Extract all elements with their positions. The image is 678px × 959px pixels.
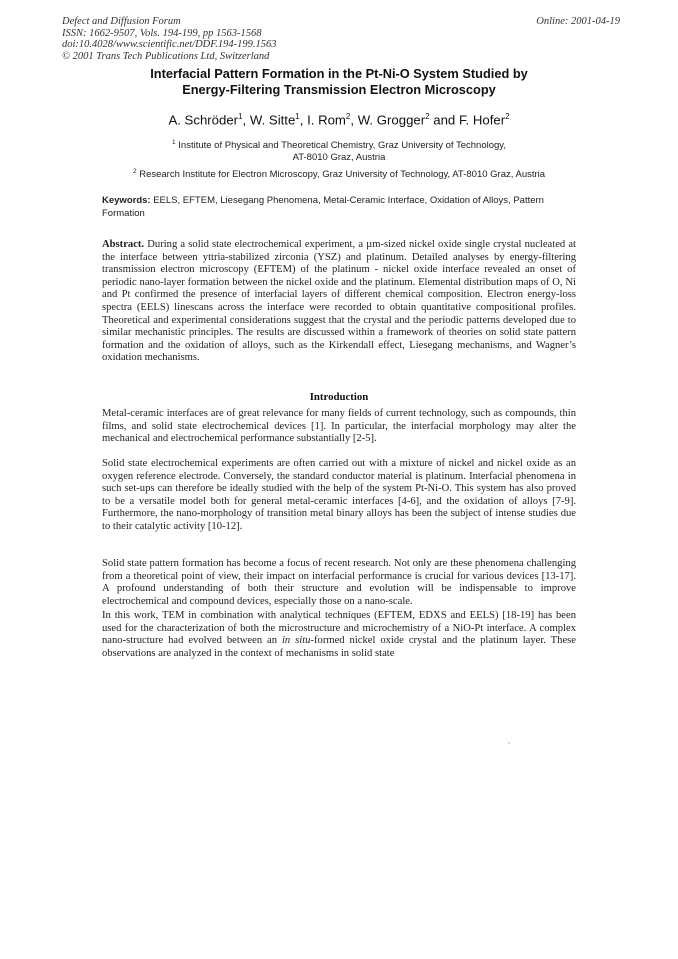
author-2: W. Sitte xyxy=(249,112,296,128)
affiliation-1-line-1: Institute of Physical and Theoretical Chemistry, Graz University of Technology, xyxy=(178,140,506,152)
author-4: W. Grogger xyxy=(357,112,426,128)
journal-header xyxy=(62,16,277,62)
doi-line: doi:10.4028/www.scientific.net/DDF.194-199.1563 xyxy=(62,39,277,50)
intro-paragraph-1-text: Metal-ceramic interfaces are of great relevance for many fields of current technology, such as compounds, thin films, and solid state electrochemical devices [1]. In particular, the interfacial morphology may alter the mechanical and electrochemical performance substantially [2-5]. xyxy=(102,408,576,445)
p4-text-after: -formed nickel oxide crystal and the platinum layer. These observations are analyzed in the context of mechanisms in solid state xyxy=(102,635,576,659)
intro-paragraph-4 xyxy=(102,610,576,660)
author-sep-2: , xyxy=(299,112,308,128)
p4-italic: in situ xyxy=(281,635,311,647)
affiliation-2 xyxy=(60,166,618,181)
author-3: I. Rom xyxy=(307,112,346,128)
intro-paragraph-4-text xyxy=(102,610,576,660)
intro-paragraph-3-text: Solid state pattern formation has become a focus of recent research. Not only are these phenomena challenging from a theoretical point of view, their impact on interfacial performance is crucial for various devices [13-17]. A profound understanding of both their structure and evolution will be indispensable to improve electrochemical and compound devices, especially those on a nano-scale. xyxy=(102,558,576,607)
author-4-aff: 2 xyxy=(425,112,430,121)
affiliation-1-line-2: AT-8010 Graz, Austria xyxy=(292,151,386,163)
keywords-text: EELS, EFTEM, Liesegang Phenomena, Metal-Ceramic Interface, Oxidation of Alloys, Pattern Formation xyxy=(102,195,544,219)
author-list xyxy=(60,112,618,127)
journal-name: Defect and Diffusion Forum xyxy=(62,16,181,27)
title-line-1: Interfacial Pattern Formation in the Pt-Ni-O System Studied by xyxy=(150,66,528,81)
author-5: F. Hofer xyxy=(458,112,506,128)
copyright-line: © 2001 Trans Tech Publications Ltd, Switzerland xyxy=(62,50,270,62)
author-sep-3: , xyxy=(350,112,358,128)
online-date: Online: 2001-04-19 xyxy=(536,16,620,27)
author-1-aff: 1 xyxy=(238,112,243,121)
paper-title xyxy=(60,66,618,97)
affiliation-2-marker: 2 xyxy=(132,168,137,175)
author-5-aff: 2 xyxy=(505,112,510,121)
author-3-aff: 2 xyxy=(345,112,351,121)
issn-line: ISSN: 1662-9507, Vols. 194-199, pp 1563-1568 xyxy=(62,27,262,39)
p4-text-before: In this work, TEM in combination with analytical techniques (EFTEM, EDXS and EELS) [18-19] has been used for the characterization of both the microstructure and microchemistry of a NiO-Pt interface. A complex nano-structure had evolved between an xyxy=(102,610,576,647)
abstract-text: During a solid state electrochemical experiment, a µm-sized nickel oxide single crystal nucleated at the interface between yttria-stabilized zirconia (YSZ) and platinum. Detailed analyses by energy-filtering transmission electron microscopy (EFTEM) of the platinum - nickel oxide interface revealed an onset of periodic nano-layer formation between the nickel oxide and the platinum. Elemental distribution maps of O, Ni and Pt confirmed the presence of interfacial layers of different chemical composition. Electron energy-loss spectra (EELS) linescans across the interface were recorded to obtain quantitative compositional profiles. Theoretical and experimental considerations suggest that the crystal and the periodic patterns developed due to similar mechanistic principles. The results are discussed within a framework of theories on solid state pattern formation and the oxidation of alloys, such as the Kirkendall effect, Liesegang mechanisms, and Wagner’s oxidation mechanisms. xyxy=(102,239,576,364)
affiliation-2-line-1: Research Institute for Electron Microscopy, Graz University of Technology, AT-8010 Graz, Austria xyxy=(139,169,546,181)
author-sep-4: and xyxy=(429,112,459,128)
author-2-aff: 1 xyxy=(295,112,300,121)
keywords xyxy=(102,195,572,220)
intro-paragraph-2-text: Solid state electrochemical experiments are often carried out with a mixture of nickel and nickel oxide as an oxygen reference electrode. Conversely, the standard conductor material is platinum. Interfacial phenomena in such set-ups can therefore be ideally studied with the help of the system Pt-Ni-O. This system has also proved to be a versatile model both for general metal-ceramic interfaces [4-6], and the oxidation of alloys [7-9]. Furthermore, the nano-morphology of transition metal binary alloys has been the subject of intense studies due to their catalytic activity [10-12]. xyxy=(102,458,576,532)
author-sep-1: , xyxy=(242,112,250,128)
abstract-label: Abstract. xyxy=(102,239,145,250)
affiliation-1 xyxy=(100,137,578,164)
affiliation-1-marker: 1 xyxy=(172,139,176,146)
intro-paragraph-2 xyxy=(102,458,576,534)
scan-speck xyxy=(508,742,510,744)
introduction-heading: Introduction xyxy=(309,391,369,403)
abstract xyxy=(102,239,576,365)
author-1: A. Schröder xyxy=(168,112,239,128)
intro-paragraph-3 xyxy=(102,558,576,608)
title-line-2: Energy-Filtering Transmission Electron Microscopy xyxy=(182,81,496,97)
keywords-label: Keywords: xyxy=(102,195,151,206)
intro-paragraph-1 xyxy=(102,408,576,446)
